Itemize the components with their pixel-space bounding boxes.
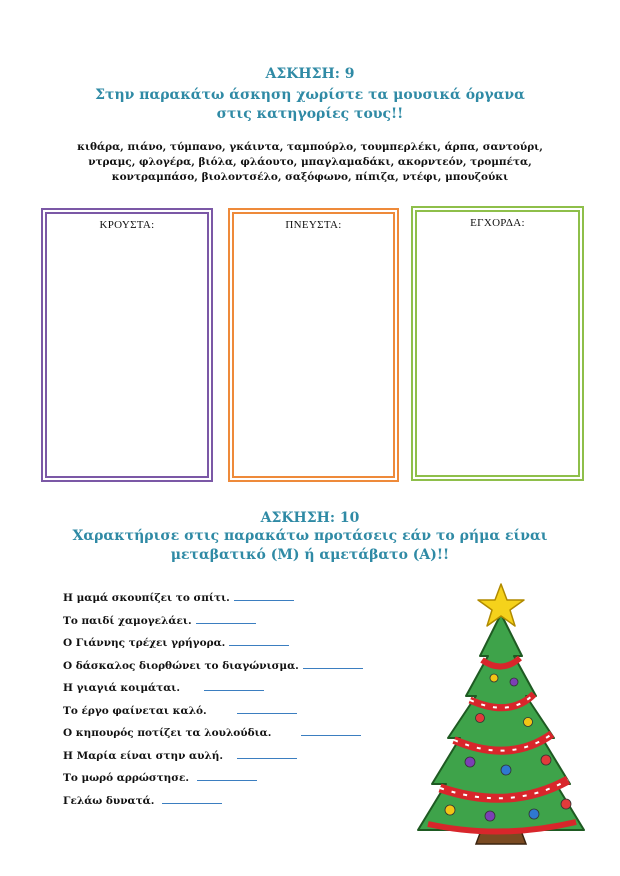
exercise-10-instruction xyxy=(0,527,620,565)
answer-blank[interactable] xyxy=(234,590,294,601)
sentence-text: Γελάω δυνατά. xyxy=(63,794,155,807)
exercise-9-instruction-line-1: Στην παρακάτω άσκηση χωρίστε τα μουσικά όργανα xyxy=(95,87,525,103)
answer-blank[interactable] xyxy=(237,703,297,714)
wind-label: ΠΝΕΥΣΤΑ: xyxy=(285,219,342,231)
answer-blank[interactable] xyxy=(303,658,363,669)
wind-box[interactable] xyxy=(228,208,399,482)
sentence-row xyxy=(63,770,423,793)
sentence-row xyxy=(63,725,423,748)
sentence-text: Η γιαγιά κοιμάται. xyxy=(63,682,181,694)
exercise-10-instruction-line-1: Χαρακτήρισε στις παρακάτω προτάσεις εάν το ρήμα είναι xyxy=(72,528,548,544)
sentence-text: Η μαμά σκουπίζει το σπίτι. xyxy=(63,592,230,604)
sentence-text: Το παιδί χαμογελάει. xyxy=(63,614,192,627)
sentence-row xyxy=(63,680,423,703)
christmas-tree-icon xyxy=(410,578,592,848)
exercise-10-heading: ΑΣΚΗΣΗ: 10 xyxy=(260,510,360,526)
exercise-9-instruction-line-2: στις κατηγορίες τους!! xyxy=(216,106,404,122)
word-list-line-1: κιθάρα, πιάνο, τύμπανο, γκάιντα, ταμπούρλο, τουμπερλέκι, άρπα, σαντούρι, xyxy=(77,141,543,153)
answer-blank[interactable] xyxy=(162,793,222,804)
sentence-text: Το μωρό αρρώστησε. xyxy=(63,772,190,784)
answer-blank[interactable] xyxy=(196,613,256,624)
sentence-row xyxy=(63,590,423,613)
answer-blank[interactable] xyxy=(204,680,264,691)
answer-blank[interactable] xyxy=(237,748,297,759)
exercise-9-instruction xyxy=(0,86,620,124)
string-label: ΕΓΧΟΡΔΑ: xyxy=(470,217,525,229)
sentence-row xyxy=(63,703,423,726)
sentence-list xyxy=(63,590,423,815)
sentence-row xyxy=(63,613,423,636)
answer-blank[interactable] xyxy=(301,725,361,736)
word-list-line-2: ντραμς, φλογέρα, βιόλα, φλάουτο, μπαγλαμαδάκι, ακορντεόν, τρομπέτα, xyxy=(88,156,532,168)
sentence-row xyxy=(63,635,423,658)
answer-blank[interactable] xyxy=(197,770,257,781)
exercise-9-heading: ΑΣΚΗΣΗ: 9 xyxy=(265,66,355,82)
sentence-text: Το έργο φαίνεται καλό. xyxy=(63,704,207,717)
sentence-text: Ο Γιάννης τρέχει γρήγορα. xyxy=(63,637,226,649)
string-box[interactable] xyxy=(411,206,584,481)
sentence-row xyxy=(63,748,423,771)
instrument-word-list xyxy=(40,140,580,185)
exercise-10-instruction-line-2: μεταβατικό (Μ) ή αμετάβατο (Α)!! xyxy=(170,547,450,563)
percussion-label: ΚΡΟΥΣΤΑ: xyxy=(99,219,155,231)
sentence-row xyxy=(63,658,423,681)
sentence-text: Ο δάσκαλος διορθώνει το διαγώνισμα. xyxy=(63,659,299,672)
answer-blank[interactable] xyxy=(229,635,289,646)
sentence-text: Ο κηπουρός ποτίζει τα λουλούδια. xyxy=(63,727,272,739)
sentence-row xyxy=(63,793,423,816)
sentence-text: Η Μαρία είναι στην αυλή. xyxy=(63,749,224,762)
percussion-box[interactable] xyxy=(41,208,213,482)
word-list-line-3: κοντραμπάσο, βιολοντσέλο, σαξόφωνο, πίπιζα, ντέφι, μπουζούκι xyxy=(111,171,509,183)
